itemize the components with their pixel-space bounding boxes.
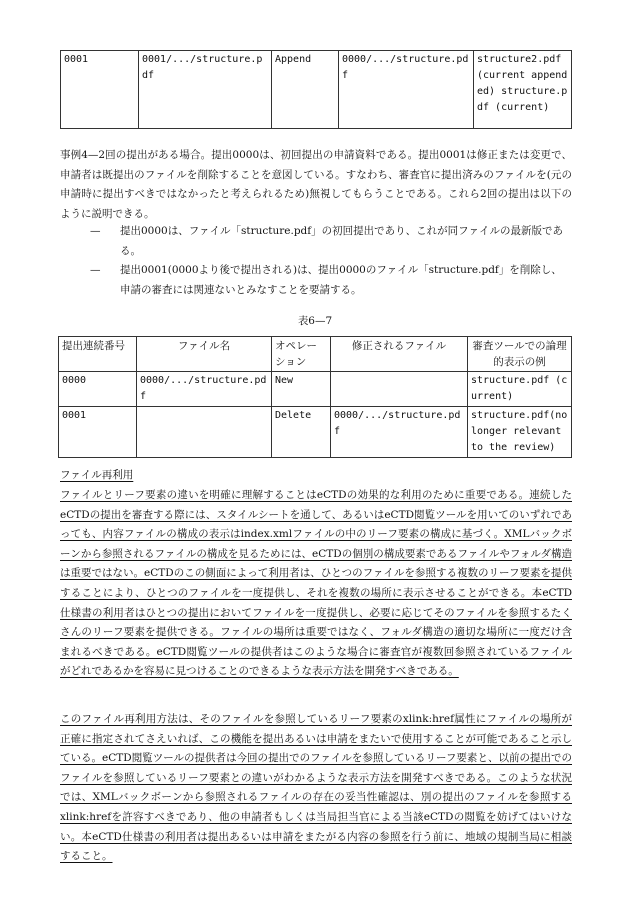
cell-modified: 0000/.../structure.pdf — [331, 407, 468, 458]
header-file: ファイル名 — [137, 337, 272, 372]
list-item — [92, 222, 572, 261]
cell-seq: 0001 — [61, 51, 139, 129]
cell-file — [137, 407, 272, 458]
table-caption: 表6—7 — [297, 315, 333, 327]
section-heading: ファイル再利用 — [60, 469, 134, 481]
header-op: オペレーション — [272, 337, 331, 372]
table-header-row — [59, 337, 572, 372]
bullet-dash: — — [90, 264, 101, 276]
cell-op: New — [272, 372, 331, 407]
cell-seq: 0001 — [59, 407, 137, 458]
cell-modified — [331, 372, 468, 407]
cell-review: structure.pdf (current) — [468, 372, 572, 407]
cell-op: Delete — [272, 407, 331, 458]
bullet-dash: — — [90, 225, 101, 237]
example-paragraph: 事例4—2回の提出がある場合。提出0000は、初回提出の申請資料である。提出0001は修正または変更で、申請者は既提出のファイルを削除することを意図している。すなわち、審査官に提出済みのファイルを(元の申請時に提出すべきではなかったと考えられるため)無視してもらうことである。これら2回の提出は以下のように説明できる。 — [60, 149, 572, 220]
header-review: 審査ツールでの論理的表示の例 — [468, 337, 572, 372]
cell-review: structure2.pdf (current append ed) structure.pdf (current) — [474, 51, 572, 129]
table-6-7 — [58, 336, 572, 458]
bullet-text: 提出0001(0000より後で提出される)は、提出0000のファイル「structure.pdf」を削除し、申請の審査には関連ないとみなすことを要請する。 — [120, 264, 562, 296]
cell-review: structure.pdf(no longer relevant to the review) — [468, 407, 572, 458]
table-row — [61, 51, 572, 129]
cell-seq: 0000 — [59, 372, 137, 407]
bullet-text: 提出0000は、ファイル「structure.pdf」の初回提出であり、これが同ファイルの最新版である。 — [120, 225, 563, 257]
header-modified: 修正されるファイル — [331, 337, 468, 372]
header-seq: 提出連続番号 — [59, 337, 137, 372]
cell-op: Append — [272, 51, 339, 129]
table-row — [59, 407, 572, 458]
list-item — [92, 261, 572, 300]
cell-modified: 0000/.../structure.pdf — [339, 51, 474, 129]
table-continued — [60, 50, 572, 129]
cell-file: 0001/.../structure.pdf — [139, 51, 272, 129]
table-row — [59, 372, 572, 407]
cell-file: 0000/.../structure.pdf — [137, 372, 272, 407]
paragraph-file-reuse-1: ファイルとリーフ要素の違いを明確に理解することはeCTDの効果的な利用のために重要である。連続したeCTDの提出を審査する際には、スタイルシートを通して、あるいはeCTD閲覧ツールを用いてのいずれであっても、内容ファイルの構成の表示はindex.xmlファイルの中のリーフ要素の構成に基づく。XMLバックボーンから参照されるファイルの構成を見るためには、eCTDの個別の構成要素であるファイルやフォルダ構造は重要ではない。eCTDのこの側面によって利用者は、ひとつのファイルを参照する複数のリーフ要素を提供することにより、ひとつのファイルを一度提供し、それを複数の場所に表示させることができる。本eCTD仕様書の利用者はひとつの提出においてファイルを一度提供し、必要に応じてそのファイルを参照するたくさんのリーフ要素を提供できる。ファイルの場所は重要ではなく、フォルダ構造の適切な場所に一度だけ含まれるべきである。eCTD閲覧ツールの提供者はこのような場合に審査官が複数回参照されているファイルがどれであるかを容易に見つけることのできるような表示方法を開発すべきである。 — [60, 489, 572, 678]
paragraph-file-reuse-2: このファイル再利用方法は、そのファイルを参照しているリーフ要素のxlink:href属性にファイルの場所が正確に指定されてさえいれば、この機能を提出あるいは申請をまたいで使用することが可能であること示している。eCTD閲覧ツールの提供者は今回の提出でのファイルを参照しているリーフ要素と、以前の提出でのファイルを参照しているリーフ要素との違いがわかるような表示方法を開発すべきである。このような状況では、XMLバックボーンから参照されるファイルの存在の妥当性確認は、別の提出のファイルを参照するxlink:hrefを許容すべきであり、他の申請者もしくは当局担当官による当該eCTDの閲覧を妨げてはいけない。本eCTD仕様書の利用者は提出あるいは申請をまたがる内容の参照を行う前に、地域の規制当局に相談すること。 — [60, 713, 572, 863]
